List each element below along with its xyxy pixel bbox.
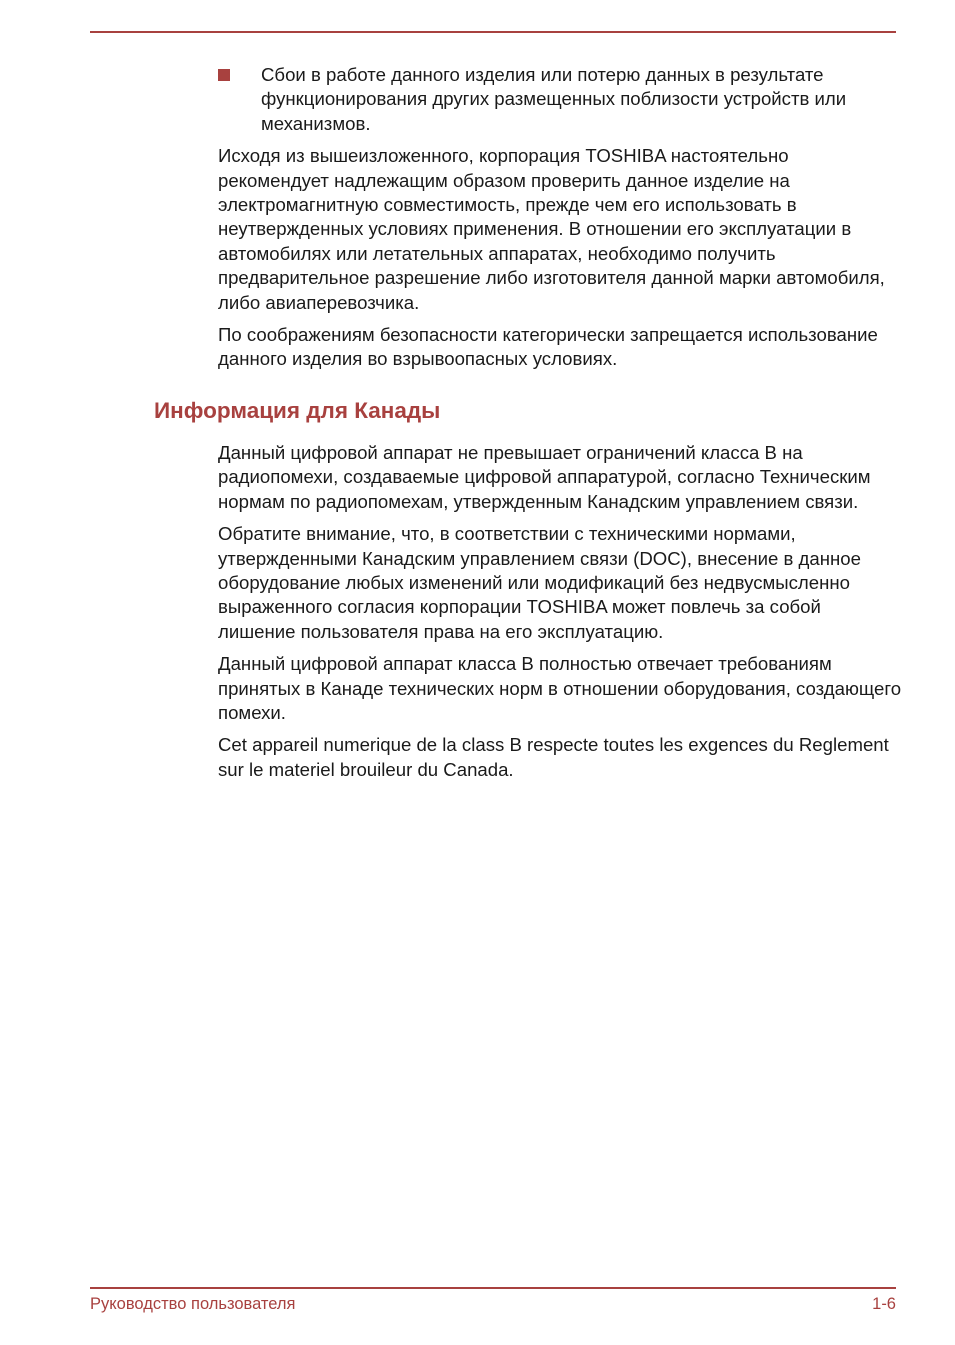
page-content	[154, 63, 903, 790]
footer-title: Руководство пользователя	[90, 1295, 296, 1313]
list-item-text: Сбои в работе данного изделия или потерю данных в результате функционирования других размещенных поблизости устройств или механизмов.	[261, 64, 847, 134]
paragraph-safety: По соображениям безопасности категорически запрещается использование данного изделия во взрывоопасных условиях.	[218, 324, 878, 370]
header-rule	[90, 31, 896, 33]
section-heading-canada: Информация для Канады	[154, 397, 441, 423]
paragraph-canada-french: Cet appareil numerique de la class B respecte toutes les exgences du Reglement sur le materiel brouileur du Canada.	[218, 734, 889, 780]
list-item	[218, 63, 903, 136]
paragraph-recommendation: Исходя из вышеизложенного, корпорация TOSHIBA настоятельно рекомендует надлежащим образом проверить данное изделие на электромагнитную совместимость, прежде чем его использовать в неутвержденных условиях применения. В отношении его эксплуатации в автомобилях или летательных аппаратах, необходимо получить предварительное разрешение либо изготовителя данной марки автомобиля, либо авиаперевозчика.	[218, 145, 885, 313]
page-number: 1-6	[872, 1295, 896, 1313]
paragraph-canada-limits: Данный цифровой аппарат не превышает ограничений класса B на радиопомехи, создаваемые цифровой аппаратурой, согласно Техническим нормам по радиопомехам, утвержденным Канадским управлением связи.	[218, 441, 871, 512]
paragraph-canada-doc: Обратите внимание, что, в соответствии с техническими нормами, утвержденными Канадским управлением связи (DOC), внесение в данное оборудование любых изменений или модификаций без недвусмысленно выраженного согласия корпорации TOSHIBA может повлечь за собой лишение пользователя права на его эксплуатацию.	[218, 523, 861, 642]
square-bullet-icon	[218, 69, 230, 81]
paragraph-canada-class-b: Данный цифровой аппарат класса B полностью отвечает требованиям принятых в Канаде технических норм в отношении оборудования, создающего помехи.	[218, 653, 902, 723]
footer-rule	[90, 1287, 896, 1289]
